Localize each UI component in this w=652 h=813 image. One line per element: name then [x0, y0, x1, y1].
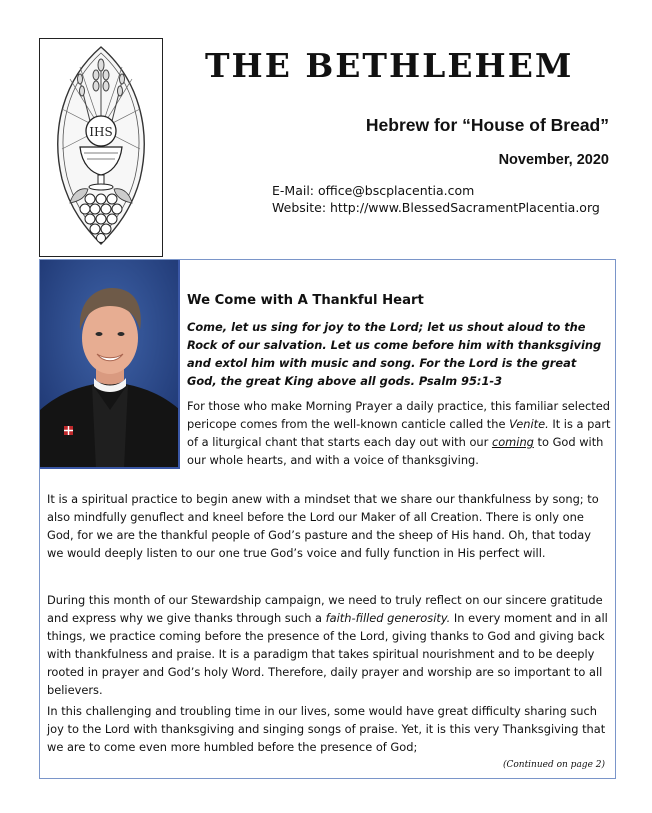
- p1-venite: Venite.: [509, 417, 549, 431]
- paragraph-1: [187, 397, 613, 469]
- p1-text-a: For those who make Morning Prayer a daily practice, this familiar selected pericope comes from the well-known canticle called the: [187, 399, 610, 431]
- article-box: [39, 259, 616, 779]
- paragraph-3: [47, 591, 610, 699]
- pastor-portrait-image: [40, 260, 180, 469]
- verse-citation: Psalm 95:1-3: [418, 374, 503, 388]
- p1-coming: coming: [491, 435, 534, 449]
- continued-note: (Continued on page 2): [502, 760, 605, 770]
- website-line[interactable]: Website: http://www.BlessedSacramentPlacentia.org: [272, 200, 600, 215]
- p1-text-b: It is a part of a liturgical chant that starts each day out with our: [187, 417, 611, 449]
- issue-date: November, 2020: [498, 152, 609, 168]
- paragraph-2: It is a spiritual practice to begin anew with a mindset that we share our thankfulness by song; to also mindfully genuflect and kneel before the Lord our Maker of all Creation. There is only one God, for we are the thankful people of God’s pasture and the sheep of His hand. Oh, that today we would deeply listen to our one true God’s voice and fully function in His perfect will.: [47, 492, 599, 560]
- newsletter-title: THE BETHLEHEM: [205, 46, 574, 85]
- p1-text-c: to God with our whole hearts, and with a voice of thanksgiving.: [187, 435, 604, 467]
- article-title: We Come with A Thankful Heart: [187, 293, 424, 308]
- email-line[interactable]: E-Mail: office@bscplacentia.com: [272, 183, 475, 198]
- paragraph-4: In this challenging and troubling time in our lives, some would have great difficulty sharing such joy to the Lord with thanksgiving and singing songs of praise. Yet, it is this very Thanksgiving that we are to come even more humbled before the presence of God;: [47, 704, 606, 754]
- newsletter-subtitle: Hebrew for “House of Bread”: [365, 115, 609, 135]
- chalice-wheat-grapes-icon: [40, 39, 162, 256]
- p3-faith-filled: faith-filled generosity.: [325, 611, 451, 625]
- pastor-photo: [40, 260, 180, 469]
- p3-text-a: During this month of our Stewardship campaign, we need to truly reflect on our sincere gratitude and express why we give thanks through such a: [47, 593, 603, 625]
- p3-text-b: In every moment and in all things, we practice coming before the presence of the Lord, giving thanks to God and giving back with thankfulness and praise. It is a paradigm that takes spiritual nourishment and to be deeply rooted in prayer and God’s holy Word. Therefore, daily prayer and worship are so important to all believers.: [47, 611, 608, 697]
- contact-info: [272, 182, 600, 216]
- scripture-verse: [187, 318, 607, 390]
- ihs-monogram: IHS: [89, 125, 113, 139]
- verse-text: Come, let us sing for joy to the Lord; let us shout aloud to the Rock of our salvation. Let us come before him with thanksgiving and extol him with music and song. For the Lord is the great God, the great King above all gods.: [187, 320, 602, 388]
- parish-logo: [39, 38, 163, 257]
